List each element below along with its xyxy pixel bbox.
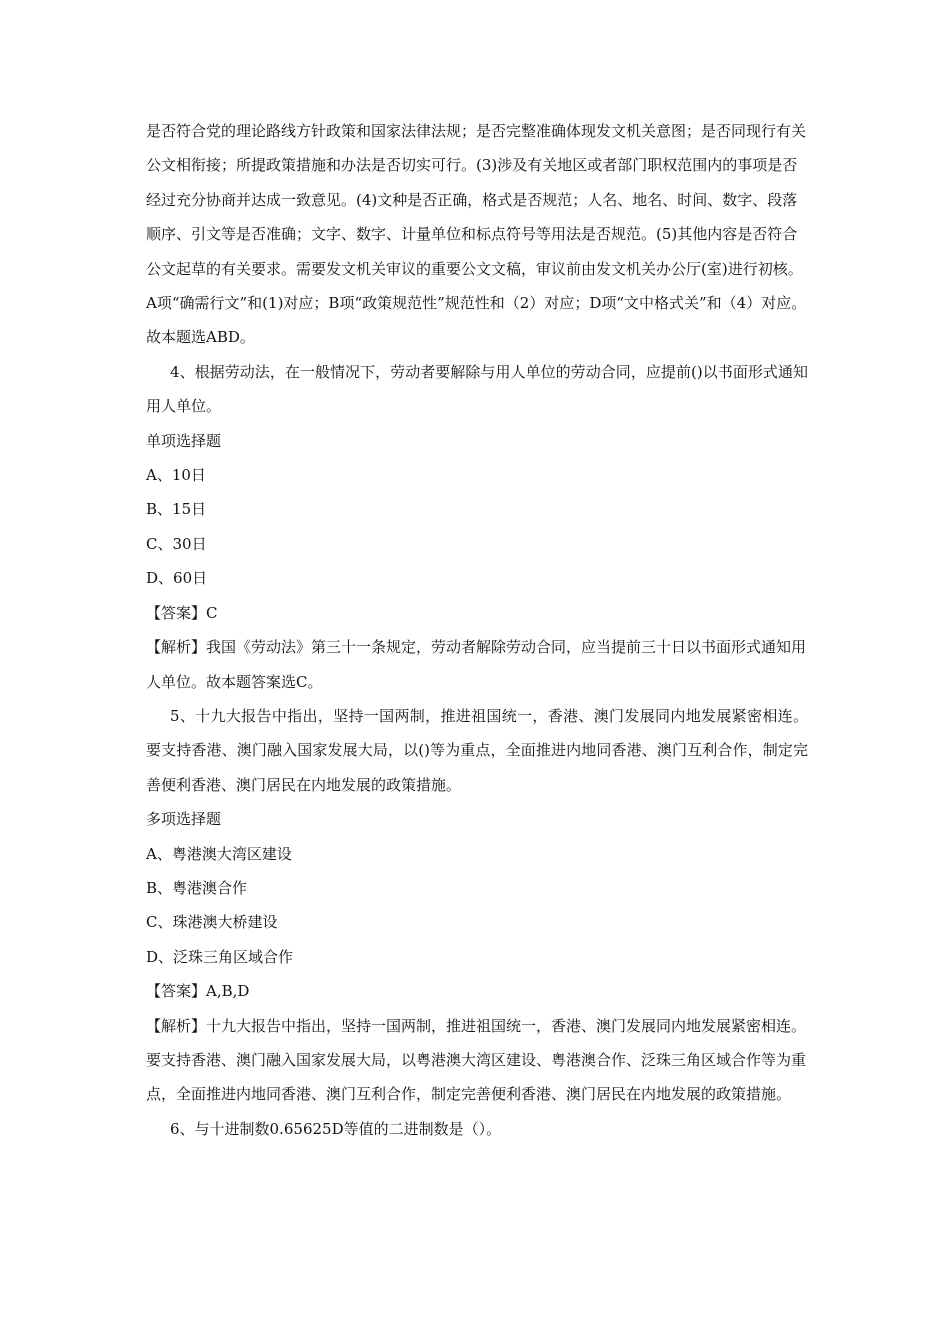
question-6-stem: 6、与十进制数0.65625D等值的二进制数是（）。 xyxy=(170,1119,502,1138)
question-4-option-c: C、30日 xyxy=(146,534,207,553)
question-4-analysis: 【解析】我国《劳动法》第三十一条规定，劳动者解除劳动合同，应当提前三十日以书面形式通知用人单位。故本题答案选C。 xyxy=(146,638,807,691)
document-page xyxy=(146,114,808,1146)
question-4-option-b: B、15日 xyxy=(146,500,207,519)
question-4-type: 单项选择题 xyxy=(146,431,222,450)
question-5-type: 多项选择题 xyxy=(146,810,222,829)
question-5-option-c: C、珠港澳大桥建设 xyxy=(146,913,278,932)
question-4-option-a: A、10日 xyxy=(146,466,206,485)
question-5-option-b: B、粤港澳合作 xyxy=(146,878,248,897)
question-4-option-d: D、60日 xyxy=(146,569,208,588)
question-4-answer: 【答案】C xyxy=(146,603,218,622)
question-5-answer: 【答案】A,B,D xyxy=(146,982,250,1001)
previous-explanation: 是否符合党的理论路线方针政策和国家法律法规；是否完整准确体现发文机关意图；是否同现行有关公文相衔接；所提政策措施和办法是否切实可行。(3)涉及有关地区或者部门职权范围内的事项是否经过充分协商并达成一致意见。(4)文种是否正确，格式是否规范；人名、地名、时间、数字、段落顺序、引文等是否准确；文字、数字、计量单位和标点符号等用法是否规范。(5)其他内容是否符合公文起草的有关要求。需要发文机关审议的重要公文文稿，审议前由发文机关办公厅(室)进行初核。A项“确需行文”和(1)对应；B项“政策规范性”规范性和（2）对应；D项“文中格式关”和（4）对应。故本题选ABD。 xyxy=(146,122,807,347)
question-5-stem: 5、十九大报告中指出，坚持一国两制，推进祖国统一，香港、澳门发展同内地发展紧密相连。要支持香港、澳门融入国家发展大局，以()等为重点，全面推进内地同香港、澳门互利合作，制定完善便利香港、澳门居民在内地发展的政策措施。 xyxy=(146,706,808,794)
question-5-option-d: D、泛珠三角区域合作 xyxy=(146,947,294,966)
question-5-analysis: 【解析】十九大报告中指出，坚持一国两制，推进祖国统一，香港、澳门发展同内地发展紧密相连。要支持香港、澳门融入国家发展大局，以粤港澳大湾区建设、粤港澳合作、泛珠三角区域合作等为重点，全面推进内地同香港、澳门互利合作，制定完善便利香港、澳门居民在内地发展的政策措施。 xyxy=(146,1016,807,1104)
question-5-option-a: A、粤港澳大湾区建设 xyxy=(146,844,292,863)
question-4-stem: 4、根据劳动法，在一般情况下，劳动者要解除与用人单位的劳动合同，应提前()以书面形式通知用人单位。 xyxy=(146,362,808,416)
